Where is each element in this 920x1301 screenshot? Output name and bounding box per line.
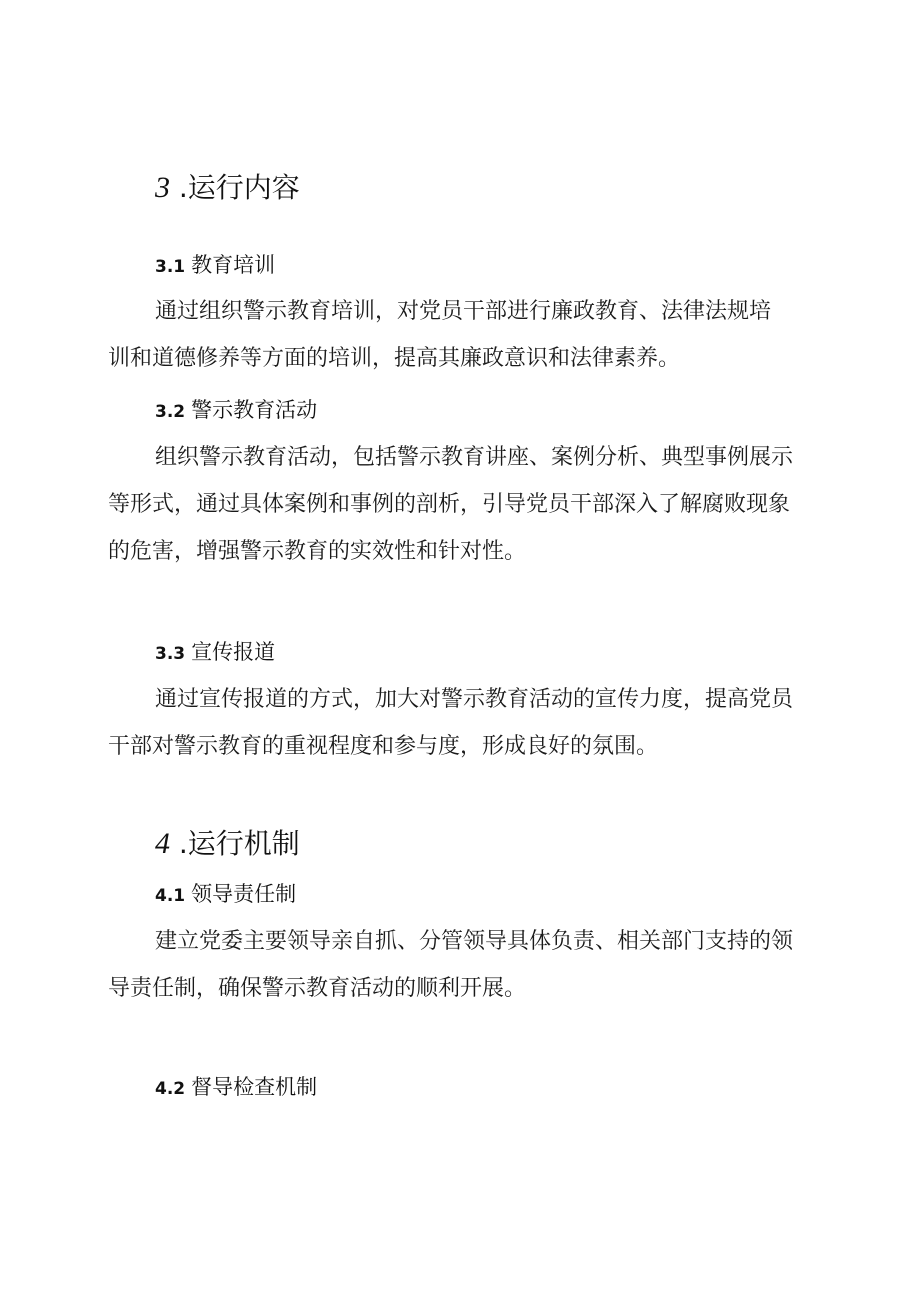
paragraph-line: 训和道德修养等方面的培训，提高其廉政意识和法律素养。 [108,346,681,371]
section-heading [155,170,300,206]
subsection-heading [155,638,275,668]
paragraph-line: 组织警示教育活动，包括警示教育讲座、案例分析、典型事例展示 [155,445,794,470]
subsection-number: 4.1 [155,886,186,906]
paragraph-line: 建立党委主要领导亲自抓、分管领导具体负责、相关部门支持的领 [155,929,794,954]
subsection-heading [155,396,317,426]
section-title: .运行机制 [178,827,300,860]
subsection-heading [155,880,296,910]
subsection-title: 教育培训 [191,253,276,277]
paragraph-line: 等形式，通过具体案例和事例的剖析，引导党员干部深入了解腐败现象 [108,492,791,517]
subsection-title: 督导检查机制 [191,1075,318,1099]
subsection-number: 3.1 [155,257,186,277]
paragraph [108,288,828,382]
paragraph-line: 导责任制，确保警示教育活动的顺利开展。 [108,976,527,1001]
paragraph-line: 通过组织警示教育培训，对党员干部进行廉政教育、法律法规培 [155,299,772,324]
paragraph [108,676,828,770]
paragraph [108,434,828,575]
subsection-number: 3.2 [155,402,186,422]
paragraph-line: 的危害，增强警示教育的实效性和针对性。 [108,539,527,564]
section-title: .运行内容 [178,171,300,204]
section-number: 4 [155,827,170,860]
subsection-heading [155,251,275,281]
subsection-number: 4.2 [155,1079,186,1099]
subsection-heading [155,1073,317,1103]
section-heading [155,826,300,862]
section-number: 3 [155,171,170,204]
subsection-title: 警示教育活动 [191,398,318,422]
paragraph-line: 干部对警示教育的重视程度和参与度，形成良好的氛围。 [108,734,659,759]
subsection-title: 宣传报道 [191,640,276,664]
paragraph-line: 通过宣传报道的方式，加大对警示教育活动的宣传力度，提高党员 [155,687,794,712]
paragraph [108,918,828,1012]
subsection-number: 3.3 [155,644,186,664]
subsection-title: 领导责任制 [191,882,297,906]
